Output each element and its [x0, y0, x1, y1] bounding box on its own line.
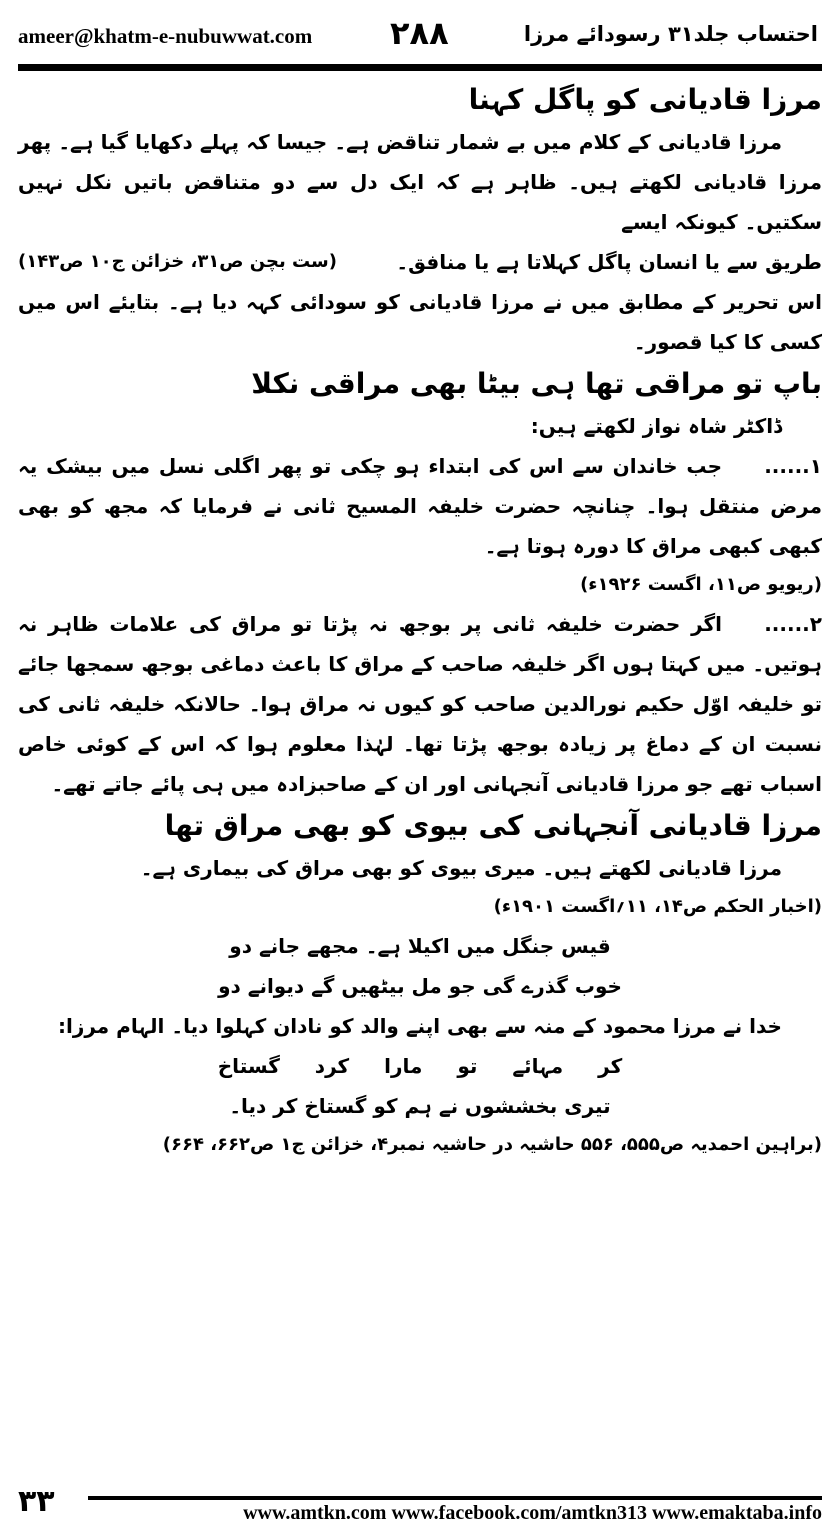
paragraph-end: طریق سے یا انسان پاگل کہلاتا ہے یا منافق۔: [396, 250, 822, 274]
paragraph: خدا نے مرزا محمود کے منہ سے بھی اپنے والد کو نادان کہلوا دیا۔ الہام مرزا:: [58, 1014, 782, 1038]
reference: (ست بچن ص۳۱، خزائن ج۱۰ ص۱۴۳): [18, 251, 337, 272]
list-item: [18, 604, 822, 804]
poem-verse: قیس جنگل میں اکیلا ہے۔ مجھے جانے دو: [229, 934, 611, 958]
footer-urls: www.amtkn.com www.facebook.com/amtkn313 www.emaktaba.info: [243, 1502, 822, 1524]
header-rule: [18, 64, 822, 71]
paragraph: مرزا قادیانی لکھتے ہیں۔ میری بیوی کو بھی مراق کی بیماری ہے۔: [140, 856, 782, 880]
list-item-number: ۱......: [764, 454, 822, 478]
footer-rule: [88, 1496, 822, 1500]
page-footer: [18, 1484, 822, 1530]
reference: (ریویو ص۱۱، اگست ۱۹۲۶ء): [580, 574, 822, 595]
reference: (براہین احمدیہ ص۵۵۵، ۵۵۶ حاشیہ در حاشیہ نمبر۴، خزائن ج۱ ص۶۶۲، ۶۶۴): [162, 1134, 822, 1155]
list-item-text: جب خاندان سے اس کی ابتداء ہو چکی تو پھر اگلی نسل میں بیشک یہ مرض منتقل ہوا۔ چنانچہ حضرت خلیفہ المسیح ثانی نے فرمایا کہ مجھ کو بھی کبھی کبھی مراق کا دورہ ہوتا ہے۔: [18, 454, 822, 558]
poem-verse: تیری بخششوں نے ہم کو گستاخ کر دیا۔: [229, 1094, 611, 1118]
header-page-number: ۲۸۸: [390, 14, 449, 52]
paragraph: مرزا قادیانی کے کلام میں بے شمار تناقض ہے۔ جیسا کہ پہلے دکھایا گیا ہے۔ پھر مرزا قادیانی لکھتے ہیں۔ ظاہر ہے کہ ایک دل سے دو متناقض باتیں نکل نہیں سکتیں۔ کیونکہ ایسے: [18, 130, 822, 234]
page-body: [18, 78, 822, 1164]
header-title: احتساب جلد۳۱ رسودائے مرزا: [523, 22, 818, 46]
paragraph: ڈاکٹر شاہ نواز لکھتے ہیں:: [530, 414, 782, 438]
section-heading: مرزا قادیانی کو پاگل کہنا: [468, 83, 822, 116]
poem-verse: خوب گذرے گی جو مل بیٹھیں گے دیوانے دو: [218, 974, 622, 998]
header-email: ameer@khatm-e-nubuwwat.com: [18, 24, 313, 48]
paragraph-with-reference: [18, 242, 822, 282]
list-item-text: اگر حضرت خلیفہ ثانی پر بوجھ نہ پڑتا تو مراق کی علامات ظاہر نہ ہوتیں۔ میں کہتا ہوں اگر خلیفہ صاحب کے مراق کا باعث دماغی بوجھ سمجھا جائے تو خلیفہ اوّل حکیم نورالدین صاحب کو کیوں نہ مراق ہوا۔ حالانکہ خلیفہ ثانی کی نسبت ان کے دماغ پر زیادہ بوجھ پڑتا تھا۔ لہٰذا معلوم ہوا کہ اس کے کوئی خاص اسباب تھے جو مرزا قادیانی آنجہانی اور ان کے صاحبزادہ میں ہی پائے جاتے تھے۔: [18, 612, 822, 796]
poem-verse: کر مہائے تو مارا کرد گستاخ: [217, 1054, 623, 1078]
list-item-number: ۲......: [764, 612, 822, 636]
section-heading: باپ تو مراقی تھا ہی بیٹا بھی مراقی نکلا: [251, 367, 822, 400]
section-heading: مرزا قادیانی آنجہانی کی بیوی کو بھی مراق تھا: [164, 809, 822, 842]
list-item: [18, 446, 822, 566]
footer-page-number: ۳۳: [18, 1484, 55, 1519]
page-header: [18, 14, 822, 54]
paragraph: اس تحریر کے مطابق میں نے مرزا قادیانی کو سودائی کہہ دیا ہے۔ بتایئے اس میں کسی کا کیا قصور۔: [18, 290, 822, 354]
reference: (اخبار الحکم ص۱۴، ۱۱؍اگست ۱۹۰۱ء): [493, 896, 822, 917]
